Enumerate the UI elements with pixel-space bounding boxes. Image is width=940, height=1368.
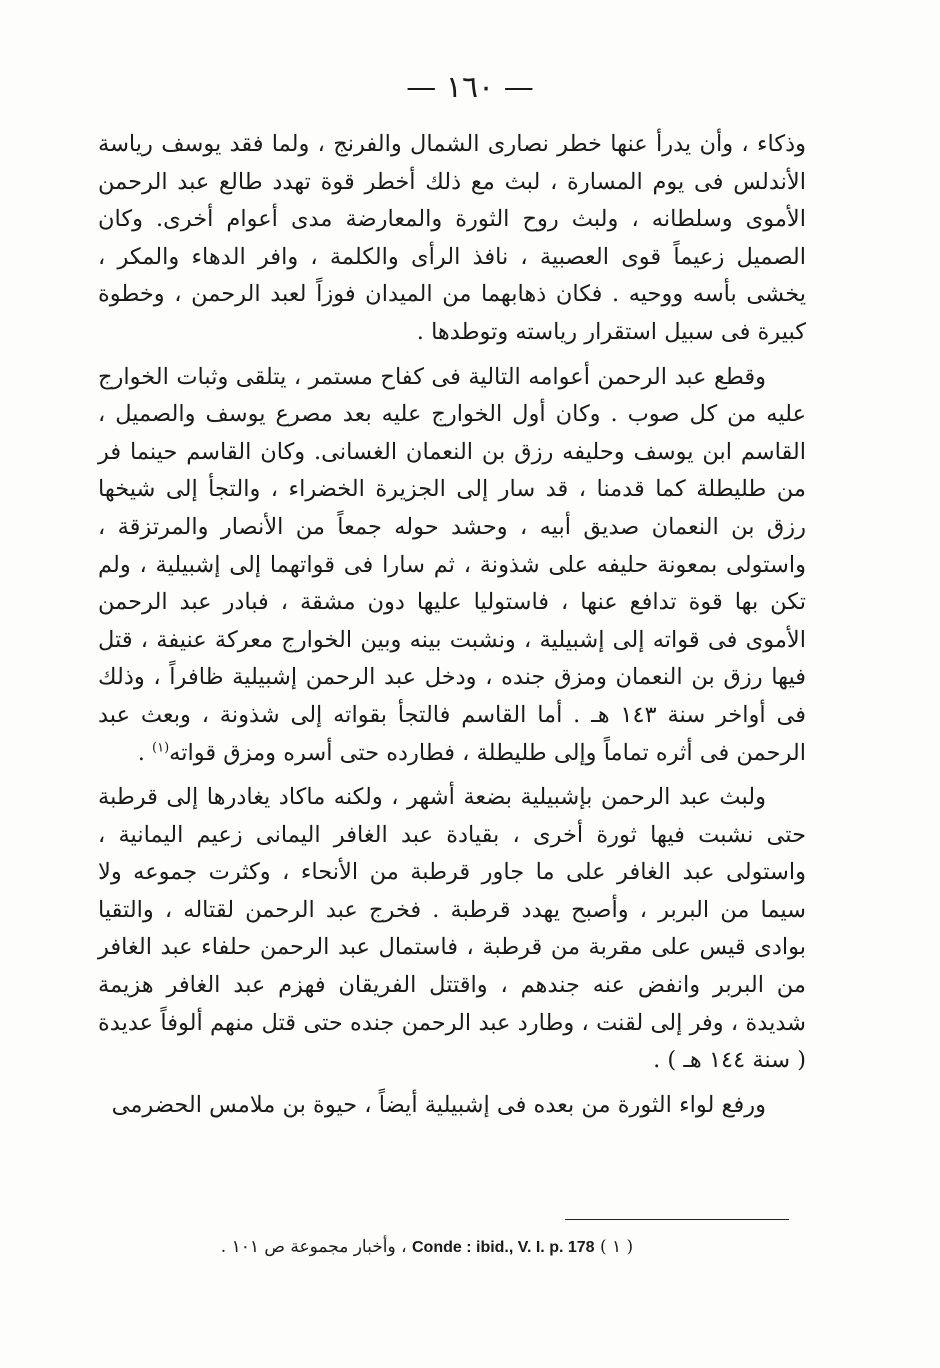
footnote-number: ( ١ ) — [599, 1237, 634, 1257]
footnote-divider — [565, 1219, 789, 1220]
paragraph-1: وذكاء ، وأن يدرأ عنها خطر نصارى الشمال والفرنج ، ولما فقد يوسف رياسة الأندلس فى يوم المسارة ، لبث مع ذلك أخطر قوة تهدد طالع عبد الرحمن الأموى وسلطانه ، ولبث روح الثورة والمعارضة مدى أعوام أخرى. وكان الصميل زعيماً قوى العصبية ، نافذ الرأى والكلمة ، وافر الدهاء والمكر ، يخشى بأسه ووحيه . فكان ذهابهما من الميدان فوزاً لعبد الرحمن ، وخطوة كبيرة فى سبيل استقرار رياسته وتوطدها . — [98, 131, 806, 345]
footnote — [98, 1234, 806, 1261]
page-number: — ١٦٠ — — [406, 70, 534, 105]
footnote-citation: Conde : ibid., V. I. p. 178 — [412, 1239, 595, 1256]
footnote-reference[interactable]: (١) — [152, 740, 170, 755]
footnote-arabic-citation: ، وأخبار مجموعة ص ١٠١ . — [220, 1237, 407, 1257]
paragraph-2-text: وقطع عبد الرحمن أعوامه التالية فى كفاح مستمر ، يتلقى وثبات الخوارج عليه من كل صوب . وكان أول الخوارج عليه بعد مصرع يوسف والصميل ، القاسم ابن يوسف وحليفه رزق بن النعمان الغسانى. وكان القاسم حينما فر من طليطلة كما قدمنا ، قد سار إلى الجزيرة الخضراء ، والتجأ إلى شيخها رزق بن النعمان صديق أبيه ، وحشد حوله جمعاً من الأنصار والمرتزقة ، واستولى بمعونة حليفه على شذونة ، ثم سارا فى قواتهما إلى إشبيلية ، ولم تكن بها قوة تدافع عنها ، فاستوليا عليها دون مشقة ، فبادر عبد الرحمن الأموى فى قواته إلى إشبيلية ، ونشبت بينه وبين الخوارج معركة عنيفة ، قتل فيها رزق بن النعمان ومزق جنده ، ودخل عبد الرحمن إشبيلية ظافراً ، وذلك فى أواخر سنة ١٤٣ هـ . أما القاسم فالتجأ بقواته إلى شذونة ، وبعث عبد الرحمن فى أثره تماماً وإلى طليطلة ، فطارده حتى أسره ومزق قواته — [98, 363, 806, 766]
paragraph-3: ولبث عبد الرحمن بإشبيلية بضعة أشهر ، ولكنه ماكاد يغادرها إلى قرطبة حتى نشبت فيها ثورة أخرى ، بقيادة عبد الغافر اليمانى زعيم اليمانية ، واستولى عبد الغافر على ما جاور قرطبة من الأنحاء ، وكثرت جموعه ولا سيما من البربر ، وأصبح يهدد قرطبة . فخرج عبد الرحمن لقتاله ، والتقيا بوادى قيس على مقربة من قرطبة ، فاستمال عبد الرحمن حلفاء عبد الغافر من البربر وانفض عنه جندهم ، واقتتل الفريقان فهزم عبد الغافر هزيمة شديدة ، وفر إلى لقنت ، وطارد عبد الرحمن جنده حتى قتل منهم ألوفاً عديدة ( سنة ١٤٤ هـ ) . — [98, 784, 806, 1074]
paragraph-2-end: . — [137, 739, 152, 766]
body-text — [98, 126, 806, 1124]
paragraph-4: ورفع لواء الثورة من بعده فى إشبيلية أيضاً ، حيوة بن ملامس الحضرمى — [111, 1091, 766, 1118]
paragraph-2 — [98, 359, 806, 773]
